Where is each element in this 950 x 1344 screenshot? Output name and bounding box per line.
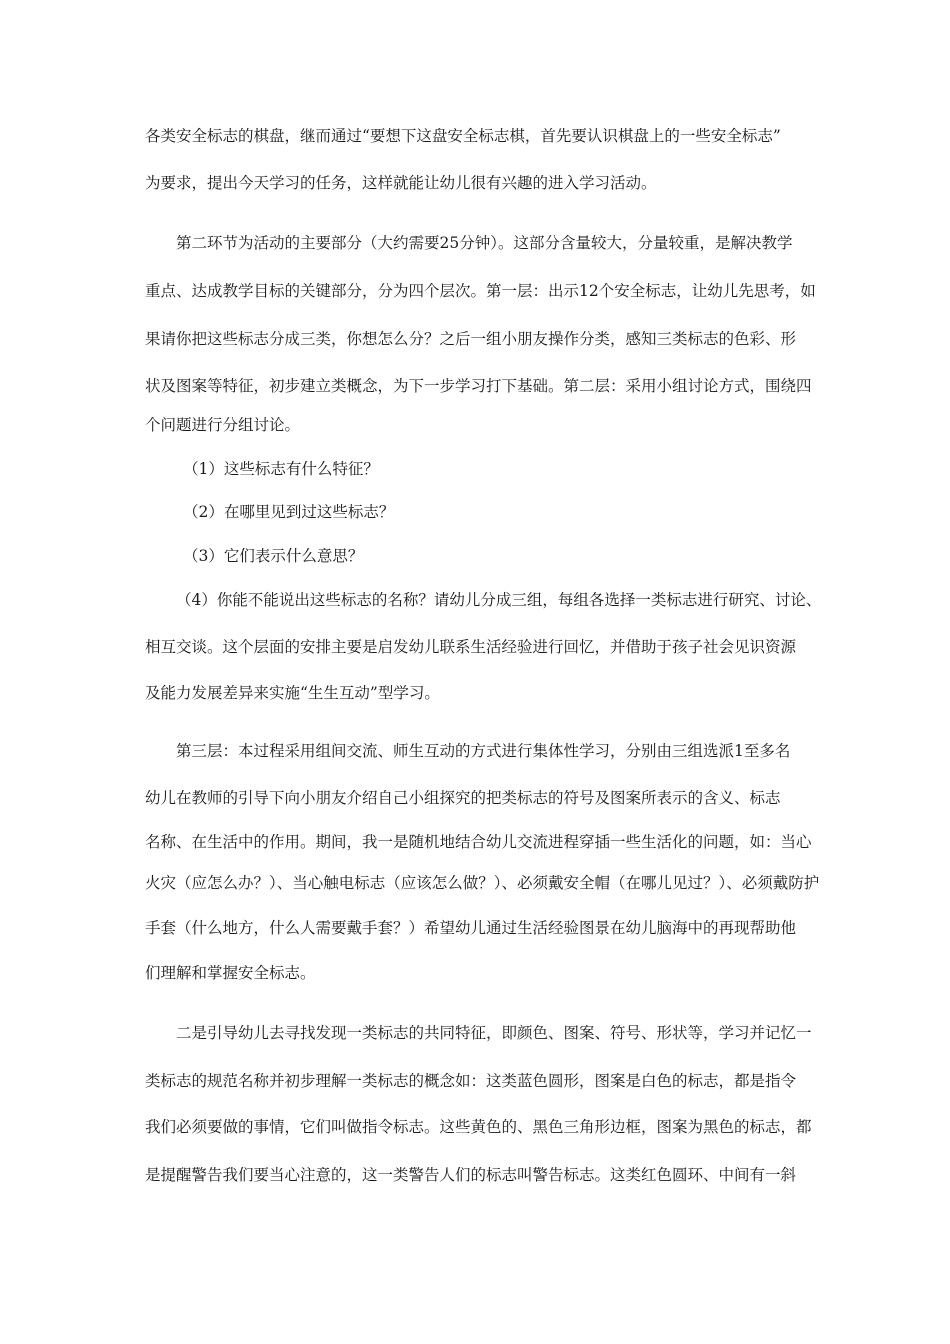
text-line: 为要求，提出今天学习的任务，这样就能让幼儿很有兴趣的进入学习活动。 bbox=[145, 174, 657, 192]
text-line: 及能力发展差异来实施“生生互动”型学习。 bbox=[145, 684, 440, 702]
paragraph-start: 二是引导幼儿去寻找发现一类标志的共同特征，即颜色、图案、符号、形状等，学习并记忆一 bbox=[176, 1024, 812, 1042]
text-line: 个问题进行分组讨论。 bbox=[145, 416, 301, 434]
text-line: 名称、在生活中的作用。期间，我一是随机地结合幼儿交流进程穿插一些生活化的问题，如：当心 bbox=[145, 833, 812, 851]
text-line: 相互交谈。这个层面的安排主要是启发幼儿联系生活经验进行回忆，并借助于孩子社会见识资源 bbox=[145, 638, 797, 656]
list-item: （3）它们表示什么意思？ bbox=[183, 547, 364, 565]
text-line: 果请你把这些标志分成三类，你想怎么分？之后一组小朋友操作分类，感知三类标志的色彩、形 bbox=[145, 330, 797, 348]
list-item: （1）这些标志有什么特征？ bbox=[183, 460, 379, 478]
paragraph-start: 第二环节为活动的主要部分（大约需要25分钟）。这部分含量较大，分量较重，是解决教学 bbox=[176, 234, 793, 252]
list-item: （2）在哪里见到过这些标志？ bbox=[183, 503, 395, 521]
text-line: 重点、达成教学目标的关键部分，分为四个层次。第一层：出示12个安全标志，让幼儿先思考，如 bbox=[145, 282, 816, 300]
paragraph-start: 第三层：本过程采用组间交流、师生互动的方式进行集体性学习，分别由三组选派1至多名 bbox=[176, 742, 791, 760]
text-line: 火灾（应怎么办？）、当心触电标志（应该怎么做？）、必须戴安全帽（在哪儿见过？）、必须戴防护 bbox=[145, 874, 820, 892]
text-line: 各类安全标志的棋盘，继而通过“要想下这盘安全标志棋，首先要认识棋盘上的一些安全标志” bbox=[145, 127, 781, 145]
text-line: 类标志的规范名称并初步理解一类标志的概念如：这类蓝色圆形，图案是白色的标志，都是指令 bbox=[145, 1072, 797, 1090]
text-line: 我们必须要做的事情，它们叫做指令标志。这些黄色的、黑色三角形边框，图案为黑色的标志，都 bbox=[145, 1118, 812, 1136]
text-line: 手套（什么地方，什么人需要戴手套？）希望幼儿通过生活经验图景在幼儿脑海中的再现帮助他 bbox=[145, 919, 797, 937]
list-item: （4）你能不能说出这些标志的名称？请幼儿分成三组，每组各选择一类标志进行研究、讨论、 bbox=[176, 591, 822, 609]
text-line: 是提醒警告我们要当心注意的，这一类警告人们的标志叫警告标志。这类红色圆环、中间有一斜 bbox=[145, 1166, 797, 1184]
text-line: 们理解和掌握安全标志。 bbox=[145, 964, 316, 982]
text-line: 状及图案等特征，初步建立类概念，为下一步学习打下基础。第二层：采用小组讨论方式，围绕四 bbox=[145, 377, 812, 395]
text-line: 幼儿在教师的引导下向小朋友介绍自己小组探究的把类标志的符号及图案所表示的含义、标志 bbox=[145, 789, 781, 807]
